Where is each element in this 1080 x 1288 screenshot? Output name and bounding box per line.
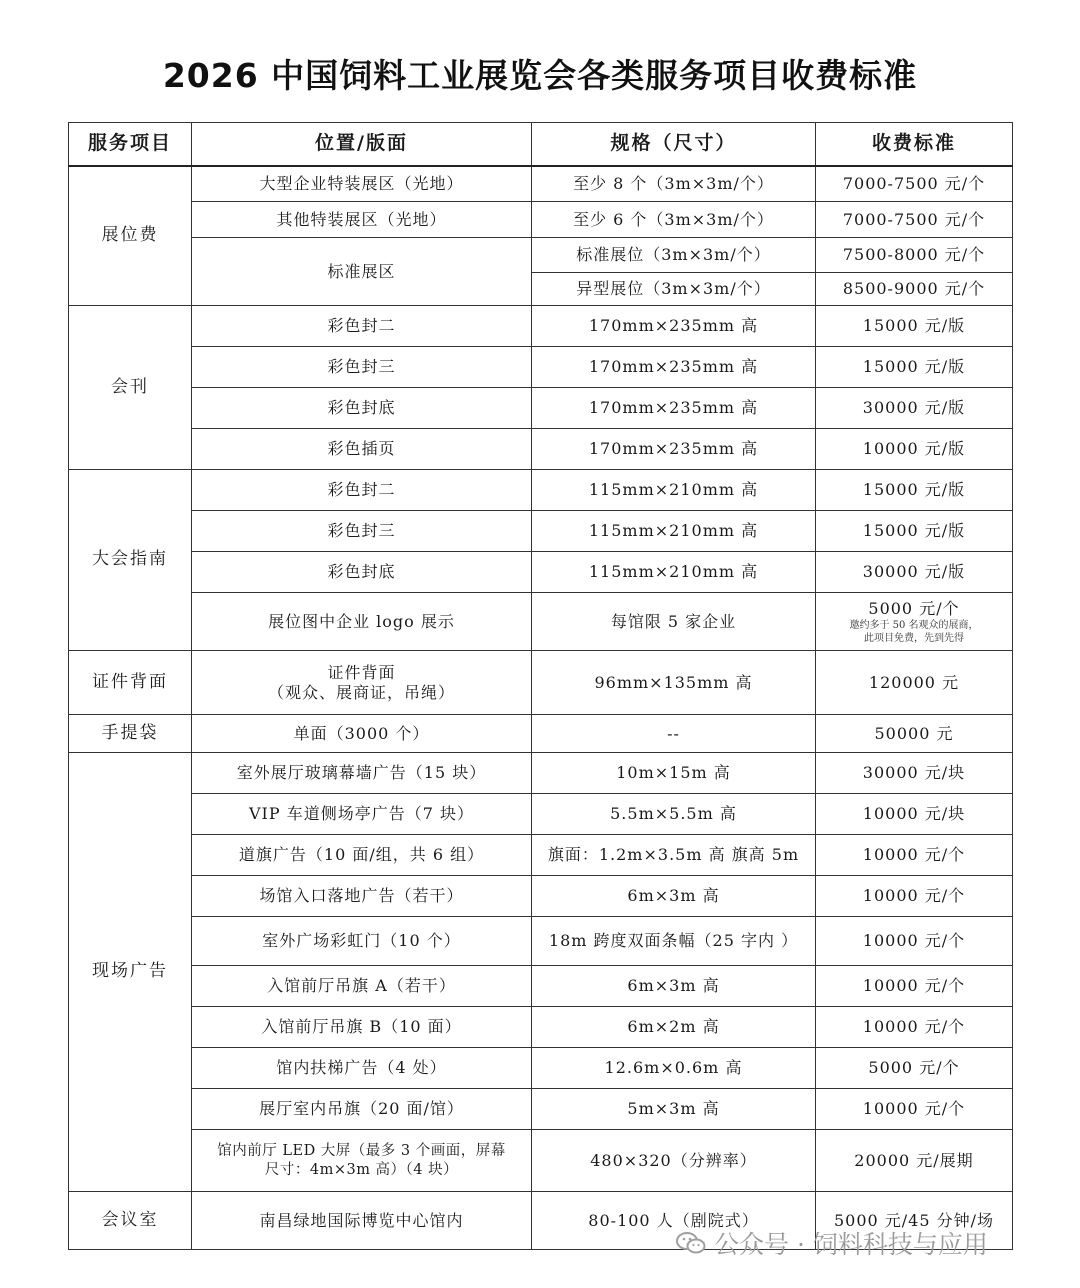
fee-table [68,122,1013,1250]
position-cell: 展厅室内吊旗（20 面/馆） [192,1089,532,1130]
fee-cell: 30000 元/版 [816,388,1013,429]
position-line: 馆内前厅 LED 大屏（最多 3 个画面，屏幕 [217,1143,506,1160]
fee-cell: 10000 元/个 [816,876,1013,917]
position-cell: 彩色封三 [192,511,532,552]
table-row [69,429,1013,470]
table-row [69,753,1013,794]
header-spec: 规格（尺寸） [532,123,816,166]
category-cell: 会议室 [69,1192,192,1250]
spec-cell: 115mm×210mm 高 [532,470,816,511]
spec-cell: 115mm×210mm 高 [532,552,816,593]
fee-cell [816,593,1013,651]
spec-cell: 5m×3m 高 [532,1089,816,1130]
table-row [69,511,1013,552]
fee-cell: 10000 元/个 [816,917,1013,966]
position-line: 证件背面 [327,662,396,682]
table-header-row [69,123,1013,166]
fee-cell: 15000 元/版 [816,470,1013,511]
position-cell: 彩色封底 [192,552,532,593]
spec-cell: 6m×2m 高 [532,1007,816,1048]
header-fee: 收费标准 [816,123,1013,166]
table-row [69,1048,1013,1089]
table-row [69,470,1013,511]
spec-cell: 6m×3m 高 [532,966,816,1007]
spec-cell: 至少 6 个（3m×3m/个） [532,202,816,238]
fee-cell: 7500-8000 元/个 [816,238,1013,273]
position-cell: 彩色插页 [192,429,532,470]
table-row [69,794,1013,835]
position-cell: 其他特装展区（光地） [192,202,532,238]
fee-text: 5000 元/个 [868,598,960,618]
spec-cell: 10m×15m 高 [532,753,816,794]
fee-cell: 10000 元/版 [816,429,1013,470]
spec-cell: 标准展位（3m×3m/个） [532,238,816,273]
spec-cell: 18m 跨度双面条幅（25 字内 ） [532,917,816,966]
fee-note-line: 邀约多于 50 名观众的展商， [849,619,979,631]
table-row [69,876,1013,917]
spec-cell: 170mm×235mm 高 [532,388,816,429]
table-row [69,166,1013,202]
fee-cell: 15000 元/版 [816,511,1013,552]
fee-cell: 15000 元/版 [816,347,1013,388]
fee-note-line: 此项目免费，先到先得 [864,632,964,644]
table-row [69,552,1013,593]
header-service: 服务项目 [69,123,192,166]
position-cell: 入馆前厅吊旗 B（10 面） [192,1007,532,1048]
category-cell: 手提袋 [69,715,192,753]
position-cell [192,1130,532,1192]
category-cell: 现场广告 [69,753,192,1192]
spec-cell: 170mm×235mm 高 [532,429,816,470]
category-cell: 大会指南 [69,470,192,651]
spec-cell: 12.6m×0.6m 高 [532,1048,816,1089]
category-cell: 证件背面 [69,651,192,715]
position-cell: 彩色封三 [192,347,532,388]
position-cell: 入馆前厅吊旗 A（若干） [192,966,532,1007]
fee-cell: 10000 元/个 [816,835,1013,876]
position-cell: VIP 车道侧场亭广告（7 块） [192,794,532,835]
position-cell: 彩色封底 [192,388,532,429]
fee-cell: 10000 元/块 [816,794,1013,835]
category-cell: 会刊 [69,306,192,470]
position-cell: 南昌绿地国际博览中心馆内 [192,1192,532,1250]
position-cell: 道旗广告（10 面/组，共 6 组） [192,835,532,876]
table-row [69,306,1013,347]
spec-cell: 80-100 人（剧院式） [532,1192,816,1250]
spec-cell: 170mm×235mm 高 [532,306,816,347]
table-row [69,347,1013,388]
fee-cell: 7000-7500 元/个 [816,202,1013,238]
header-position: 位置/版面 [192,123,532,166]
position-cell: 单面（3000 个） [192,715,532,753]
fee-cell: 50000 元 [816,715,1013,753]
spec-cell: 96mm×135mm 高 [532,651,816,715]
fee-cell: 7000-7500 元/个 [816,166,1013,202]
table-row [69,1007,1013,1048]
position-cell: 馆内扶梯广告（4 处） [192,1048,532,1089]
fee-cell: 20000 元/展期 [816,1130,1013,1192]
table-row [69,388,1013,429]
spec-cell: -- [532,715,816,753]
page-title: 2026 中国饲料工业展览会各类服务项目收费标准 [162,56,918,95]
fee-cell: 10000 元/个 [816,966,1013,1007]
spec-cell: 5.5m×5.5m 高 [532,794,816,835]
fee-cell: 10000 元/个 [816,1007,1013,1048]
watermark-text: 公众号 · 饲料科技与应用 [714,1230,988,1259]
table-row [69,593,1013,651]
position-cell: 室外广场彩虹门（10 个） [192,917,532,966]
fee-cell: 30000 元/版 [816,552,1013,593]
fee-cell: 30000 元/块 [816,753,1013,794]
position-line: （观众、展商证，吊绳） [267,682,455,702]
table-row [69,835,1013,876]
position-cell: 室外展厅玻璃幕墙广告（15 块） [192,753,532,794]
category-cell: 展位费 [69,166,192,306]
watermark [676,1226,988,1260]
position-cell: 大型企业特装展区（光地） [192,166,532,202]
position-cell: 展位图中企业 logo 展示 [192,593,532,651]
table-row [69,202,1013,238]
spec-cell: 6m×3m 高 [532,876,816,917]
spec-cell: 异型展位（3m×3m/个） [532,273,816,306]
fee-cell: 5000 元/个 [816,1048,1013,1089]
spec-cell: 115mm×210mm 高 [532,511,816,552]
spec-cell: 旗面：1.2m×3.5m 高 旗高 5m [532,835,816,876]
table-row [69,238,1013,273]
fee-cell: 5000 元/45 分钟/场 [816,1192,1013,1250]
table-row [69,1130,1013,1192]
position-cell: 彩色封二 [192,470,532,511]
position-line: 尺寸：4m×3m 高）（4 块） [264,1161,459,1178]
fee-cell: 10000 元/个 [816,1089,1013,1130]
table-row [69,715,1013,753]
table-row [69,917,1013,966]
spec-cell: 至少 8 个（3m×3m/个） [532,166,816,202]
table-row [69,1089,1013,1130]
table-row [69,966,1013,1007]
table-row [69,651,1013,715]
spec-cell: 480×320（分辨率） [532,1130,816,1192]
position-cell [192,651,532,715]
fee-cell: 8500-9000 元/个 [816,273,1013,306]
spec-cell: 每馆限 5 家企业 [532,593,816,651]
fee-cell: 15000 元/版 [816,306,1013,347]
position-cell: 标准展区 [192,238,532,306]
position-cell: 彩色封二 [192,306,532,347]
fee-cell: 120000 元 [816,651,1013,715]
position-cell: 场馆入口落地广告（若干） [192,876,532,917]
wechat-icon [676,1231,706,1255]
spec-cell: 170mm×235mm 高 [532,347,816,388]
